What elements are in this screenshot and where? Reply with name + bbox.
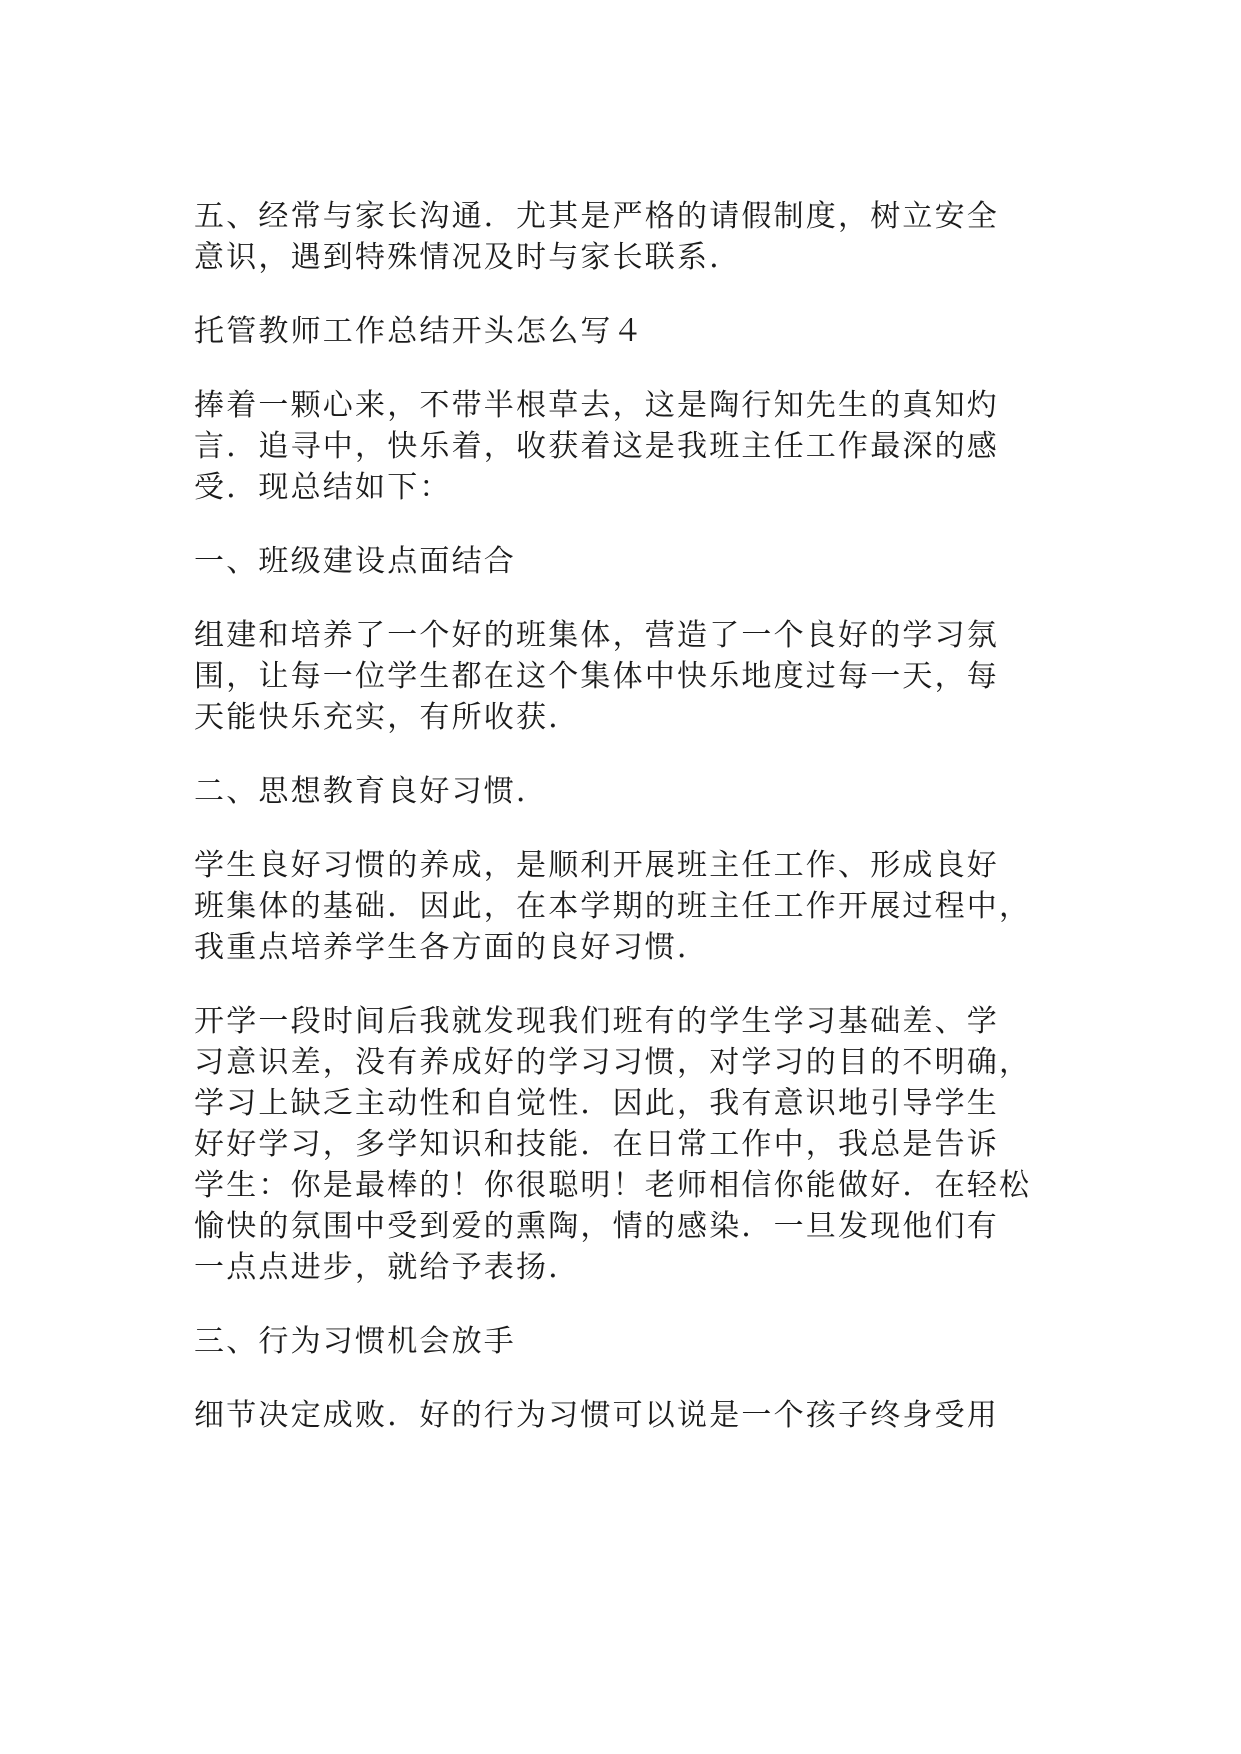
- text-line: 愉快的氛围中受到爱的熏陶，情的感染．一旦发现他们有: [194, 1209, 999, 1244]
- subheading-class-building: [194, 541, 1034, 582]
- text-line: 五、经常与家长沟通．尤其是严格的请假制度，树立安全: [194, 199, 999, 234]
- text-line: 班集体的基础．因此，在本学期的班主任工作开展过程中，: [194, 889, 1032, 924]
- text-line: 捧着一颗心来，不带半根草去，这是陶行知先生的真知灼: [194, 388, 999, 423]
- text-line: 天能快乐充实，有所收获．: [194, 700, 581, 735]
- paragraph-details: [194, 1395, 1034, 1436]
- text-line: 组建和培养了一个好的班集体，营造了一个良好的学习氛: [194, 618, 999, 653]
- text-line: 开学一段时间后我就发现我们班有的学生学习基础差、学: [194, 1004, 999, 1039]
- text-line: 围，让每一位学生都在这个集体中快乐地度过每一天，每: [194, 659, 999, 694]
- text-line: 一点点进步，就给予表扬．: [194, 1250, 581, 1285]
- text-line: 学生良好习惯的养成，是顺利开展班主任工作、形成良好: [194, 848, 999, 883]
- subheading-behavior: [194, 1321, 1034, 1362]
- paragraph-intro: [194, 385, 1034, 508]
- subheading-habits: [194, 771, 1034, 812]
- text-line: 受．现总结如下：: [194, 470, 452, 505]
- text-line: 学习上缺乏主动性和自觉性．因此，我有意识地引导学生: [194, 1086, 999, 1121]
- text-line: 一、班级建设点面结合: [194, 544, 516, 579]
- text-line: 托管教师工作总结开头怎么写４: [194, 314, 645, 349]
- text-line: 我重点培养学生各方面的良好习惯．: [194, 930, 710, 965]
- text-line: 好好学习，多学知识和技能．在日常工作中，我总是告诉: [194, 1127, 999, 1162]
- paragraph-class-building: [194, 615, 1034, 738]
- paragraph-learning: [194, 1001, 1034, 1288]
- text-line: 三、行为习惯机会放手: [194, 1324, 516, 1359]
- text-line: 意识，遇到特殊情况及时与家长联系．: [194, 240, 742, 275]
- document-page: [194, 196, 1034, 1436]
- text-line: 二、思想教育良好习惯．: [194, 774, 549, 809]
- text-line: 言．追寻中，快乐着，收获着这是我班主任工作最深的感: [194, 429, 999, 464]
- text-line: 习意识差，没有养成好的学习习惯，对学习的目的不明确，: [194, 1045, 1032, 1080]
- text-line: 细节决定成败．好的行为习惯可以说是一个孩子终身受用: [194, 1398, 999, 1433]
- paragraph-communication: [194, 196, 1034, 278]
- paragraph-habits: [194, 845, 1034, 968]
- section-heading: [194, 311, 1034, 352]
- text-line: 学生：你是最棒的！你很聪明！老师相信你能做好．在轻松: [194, 1168, 1032, 1203]
